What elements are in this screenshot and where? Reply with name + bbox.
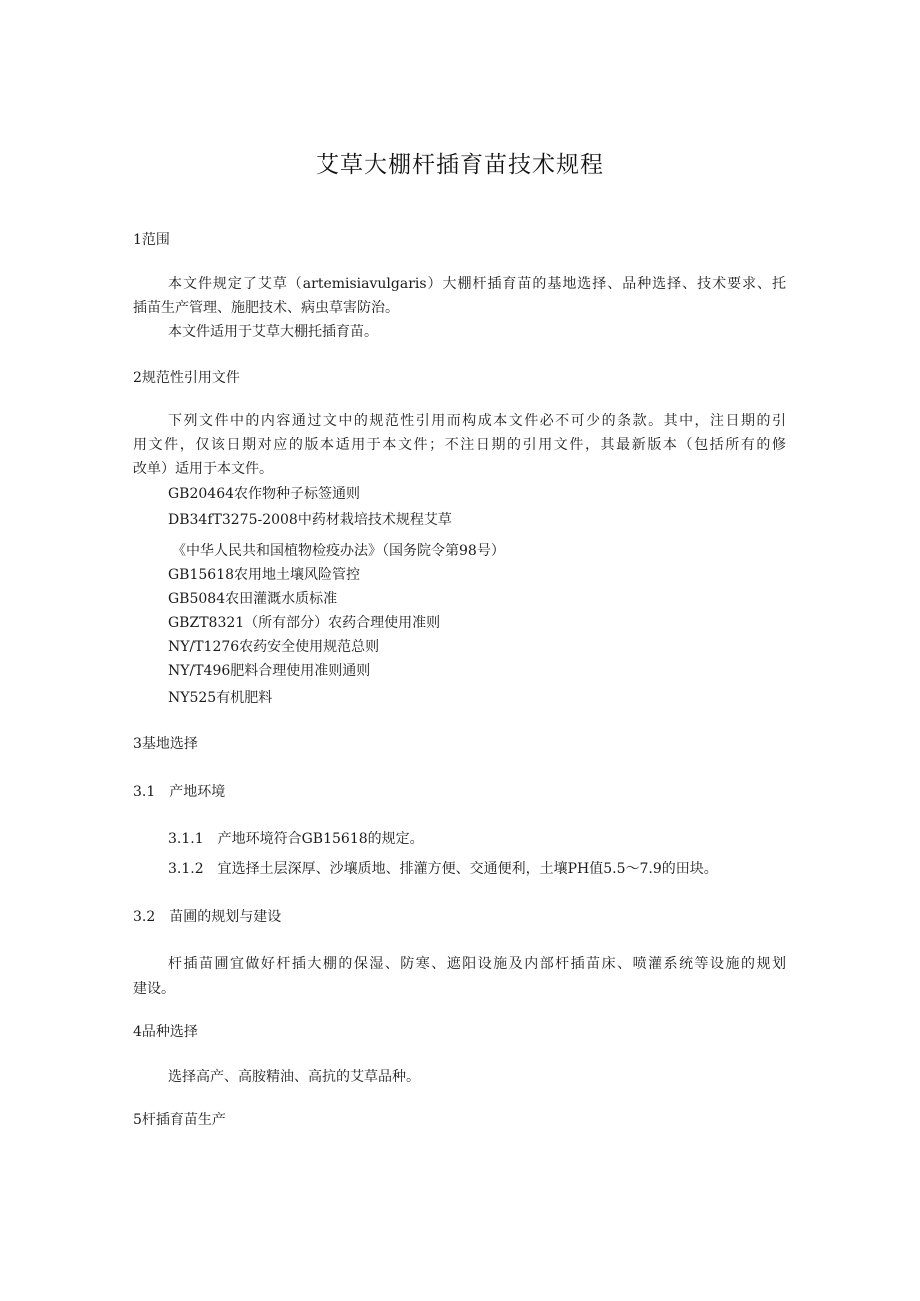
document-title: 艾草大棚杆插育苗技术规程	[316, 152, 604, 178]
reference-item: GBZT8321（所有部分）农药合理使用准则	[168, 615, 441, 631]
reference-item: NY/T1276农药安全使用规范总则	[168, 639, 380, 655]
reference-item: NY/T496肥料合理使用准则通则	[168, 663, 371, 679]
reference-item: GB20464农作物种子标签通则	[168, 486, 361, 502]
reference-item: GB5084农田灌溉水质标准	[168, 591, 338, 607]
reference-item: 《中华人民共和国植物检疫办法》（国务院令第98号）	[172, 543, 505, 559]
section-4-paragraph: 选择高产、高胺精油、高抗的艾草品种。	[168, 1069, 420, 1085]
section-3-2-paragraph-line-2: 建设。	[133, 981, 175, 997]
section-5-heading: 5杆插育苗生产	[133, 1112, 226, 1128]
section-3-1-1-text: 3.1.1 产地环境符合GB15618的规定。	[168, 831, 424, 847]
section-1-heading: 1范围	[133, 232, 170, 248]
section-1-applicability: 本文件适用于艾草大棚托插育苗。	[168, 324, 378, 340]
section-2-heading: 2规范性引用文件	[133, 370, 240, 386]
section-1-paragraph-line-2: 插苗生产管理、施肥技术、病虫草害防治。	[133, 300, 399, 316]
section-1-paragraph-line-1: 本文件规定了艾草（artemisiavulgaris）大棚杆插育苗的基地选择、品种选择、技术要求、托	[168, 276, 786, 292]
section-4-heading: 4品种选择	[133, 1024, 198, 1040]
reference-item: DB34fT3275-2008中药材栽培技术规程艾草	[168, 512, 452, 528]
section-3-heading: 3基地选择	[133, 736, 198, 752]
section-2-paragraph-line-3: 改单）适用于本文件。	[133, 461, 273, 477]
section-2-paragraph-line-2: 用文件，仅该日期对应的版本适用于本文件；不注日期的引用文件，其最新版本（包括所有的修	[133, 437, 786, 453]
section-2-paragraph-line-1: 下列文件中的内容通过文中的规范性引用而构成本文件必不可少的条款。其中，注日期的引	[168, 413, 786, 429]
reference-item: GB15618农用地土壤风险管控	[168, 567, 361, 583]
reference-item: NY525有机肥料	[168, 690, 273, 706]
section-3-2-paragraph-line-1: 杆插苗圃宜做好杆插大棚的保湿、防寒、遮阳设施及内部杆插苗床、喷灌系统等设施的规划	[168, 956, 786, 972]
section-3-2-heading: 3.2 苗圃的规划与建设	[133, 909, 282, 925]
section-3-1-heading: 3.1 产地环境	[133, 784, 226, 800]
section-3-1-2-text: 3.1.2 宜选择土层深厚、沙壤质地、排灌方便、交通便利，土壤PH值5.5～7.9的田块。	[168, 861, 718, 877]
